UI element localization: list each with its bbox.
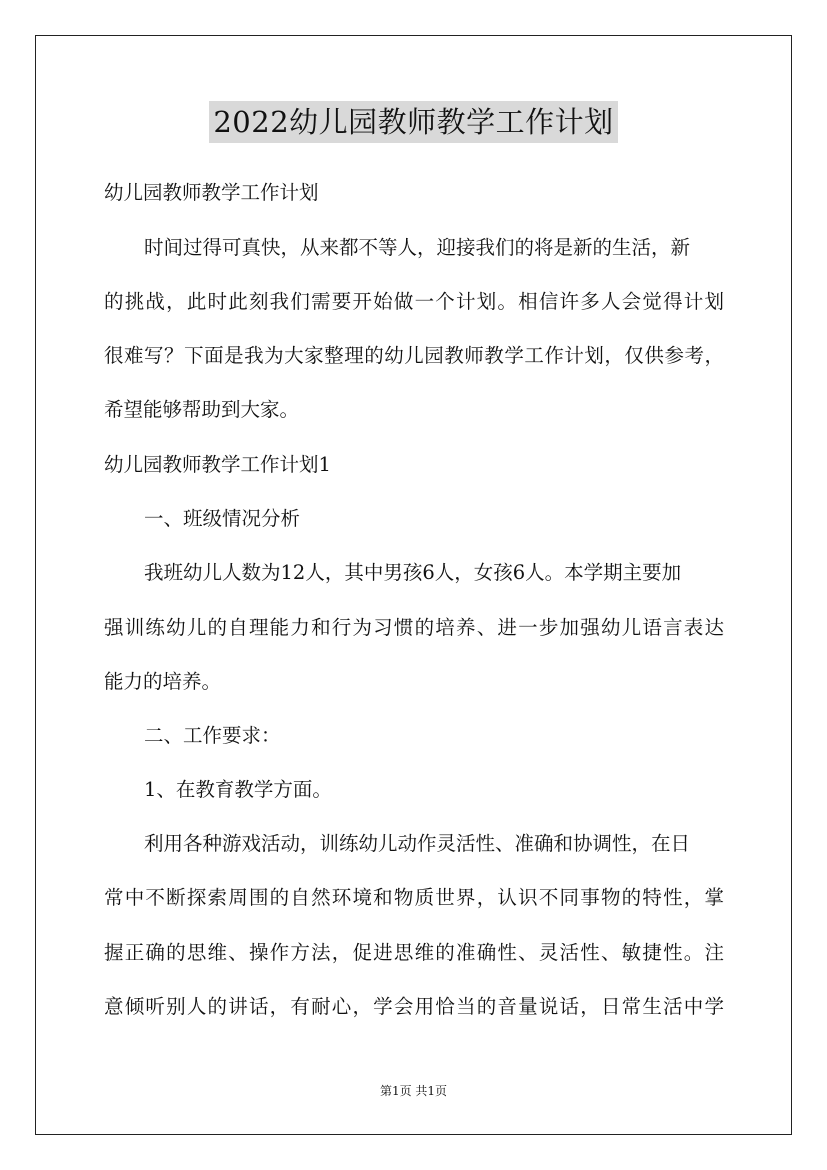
paragraph-line: 常中不断探索周围的自然环境和物质世界，认识不同事物的特性，掌	[104, 886, 724, 909]
paragraph-line: 强训练幼儿的自理能力和行为习惯的培养、进一步加强幼儿语言表达	[104, 616, 724, 639]
page-footer: 第1页 共1页	[379, 1084, 448, 1098]
paragraph-line: 握正确的思维、操作方法，促进思维的准确性、灵活性、敏捷性。注	[104, 941, 724, 964]
paragraph-line: 希望能够帮助到大家。	[104, 398, 300, 421]
subsection-heading: 1、在教育教学方面。	[144, 778, 332, 801]
paragraph-line: 意倾听别人的讲话，有耐心，学会用恰当的音量说话，日常生活中学	[104, 995, 724, 1018]
subsection-heading: 二、工作要求：	[144, 724, 281, 747]
intro-heading: 幼儿园教师教学工作计划	[104, 181, 319, 204]
paragraph-line: 我班幼儿人数为12人，其中男孩6人，女孩6人。本学期主要加	[144, 561, 682, 584]
document-title: 2022幼儿园教师教学工作计划	[209, 101, 617, 143]
section-heading: 幼儿园教师教学工作计划1	[104, 453, 331, 476]
paragraph-line: 能力的培养。	[104, 670, 222, 693]
paragraph-line: 时间过得可真快，从来都不等人，迎接我们的将是新的生活，新	[144, 236, 691, 259]
paragraph-line: 很难写？下面是我为大家整理的幼儿园教师教学工作计划，仅供参考，	[104, 344, 724, 367]
paragraph-line: 利用各种游戏活动，训练幼儿动作灵活性、准确和协调性，在日	[144, 832, 691, 855]
title-wrap	[0, 101, 827, 143]
paragraph-line: 的挑战，此时此刻我们需要开始做一个计划。相信许多人会觉得计划	[104, 290, 724, 313]
subsection-heading: 一、班级情况分析	[144, 507, 301, 530]
